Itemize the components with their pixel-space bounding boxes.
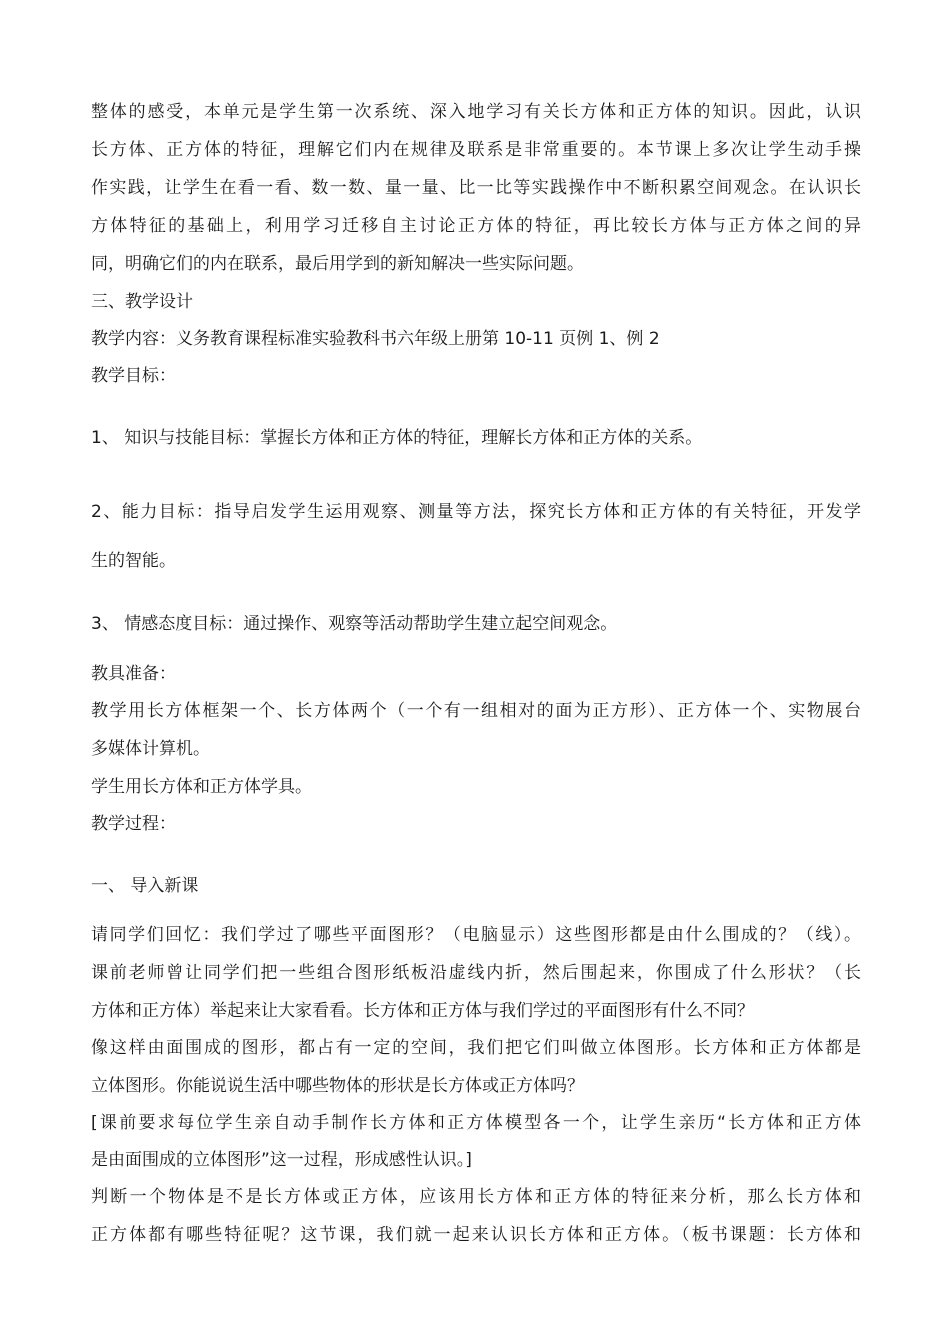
aids-heading: 教具准备：	[91, 664, 176, 684]
aids-teacher-line-2: 多媒体计算机。	[91, 739, 210, 759]
body-line-3: 方体和正方体）举起来让大家看看。长方体和正方体与我们学过的平面图形有什么不同？	[91, 1001, 754, 1021]
intro-line-4: 方体特征的基础上，利用学习迁移自主讨论正方体的特征，再比较长方体与正方体之间的异	[91, 216, 861, 236]
teaching-content: 教学内容：义务教育课程标准实验教科书六年级上册第 10-11 页例 1、例 2	[91, 329, 660, 349]
body-line-2: 课前老师曾让同学们把一些组合图形纸板沿虚线内折，然后围起来，你围成了什么形状？（长	[91, 963, 861, 983]
body-line-7: 是由面围成的立体图形”这一过程，形成感性认识。]	[91, 1150, 472, 1170]
intro-line-2: 长方体、正方体的特征，理解它们内在规律及联系是非常重要的。本节课上多次让学生动手操	[91, 140, 861, 160]
section-heading-teaching-design: 三、教学设计	[91, 292, 193, 312]
teaching-goals-heading: 教学目标：	[91, 366, 176, 386]
body-line-5: 立体图形。你能说说生活中哪些物体的形状是长方体或正方体吗？	[91, 1076, 584, 1096]
goal-item-ability-continuation: 生的智能。	[91, 551, 176, 571]
aids-teacher-line-1: 教学用长方体框架一个、长方体两个（一个有一组相对的面为正方形）、正方体一个、实物展台	[91, 701, 861, 721]
intro-line-1: 整体的感受，本单元是学生第一次系统、深入地学习有关长方体和正方体的知识。因此，认识	[91, 102, 861, 122]
intro-line-5: 同，明确它们的内在联系，最后用学到的新知解决一些实际问题。	[91, 254, 584, 274]
body-line-8: 判断一个物体是不是长方体或正方体，应该用长方体和正方体的特征来分析，那么长方体和	[91, 1187, 861, 1207]
body-line-9: 正方体都有哪些特征呢？这节课，我们就一起来认识长方体和正方体。（板书课题：长方体和	[91, 1225, 861, 1245]
goal-item-ability: 2、能力目标：指导启发学生运用观察、测量等方法，探究长方体和正方体的有关特征，开发学	[91, 502, 861, 522]
goal-item-knowledge: 1、 知识与技能目标：掌握长方体和正方体的特征，理解长方体和正方体的关系。	[91, 428, 703, 448]
body-line-6: [课前要求每位学生亲自动手制作长方体和正方体模型各一个，让学生亲历“长方体和正方体	[91, 1113, 861, 1133]
step-one-heading: 一、 导入新课	[91, 876, 199, 896]
body-line-4: 像这样由面围成的图形，都占有一定的空间，我们把它们叫做立体图形。长方体和正方体都是	[91, 1038, 861, 1058]
goal-item-attitude: 3、 情感态度目标：通过操作、观察等活动帮助学生建立起空间观念。	[91, 614, 618, 634]
aids-student: 学生用长方体和正方体学具。	[91, 777, 312, 797]
process-heading: 教学过程：	[91, 814, 176, 834]
intro-line-3: 作实践，让学生在看一看、数一数、量一量、比一比等实践操作中不断积累空间观念。在认识长	[91, 178, 861, 198]
body-line-1: 请同学们回忆：我们学过了哪些平面图形？（电脑显示）这些图形都是由什么围成的？（线）。	[91, 925, 861, 945]
